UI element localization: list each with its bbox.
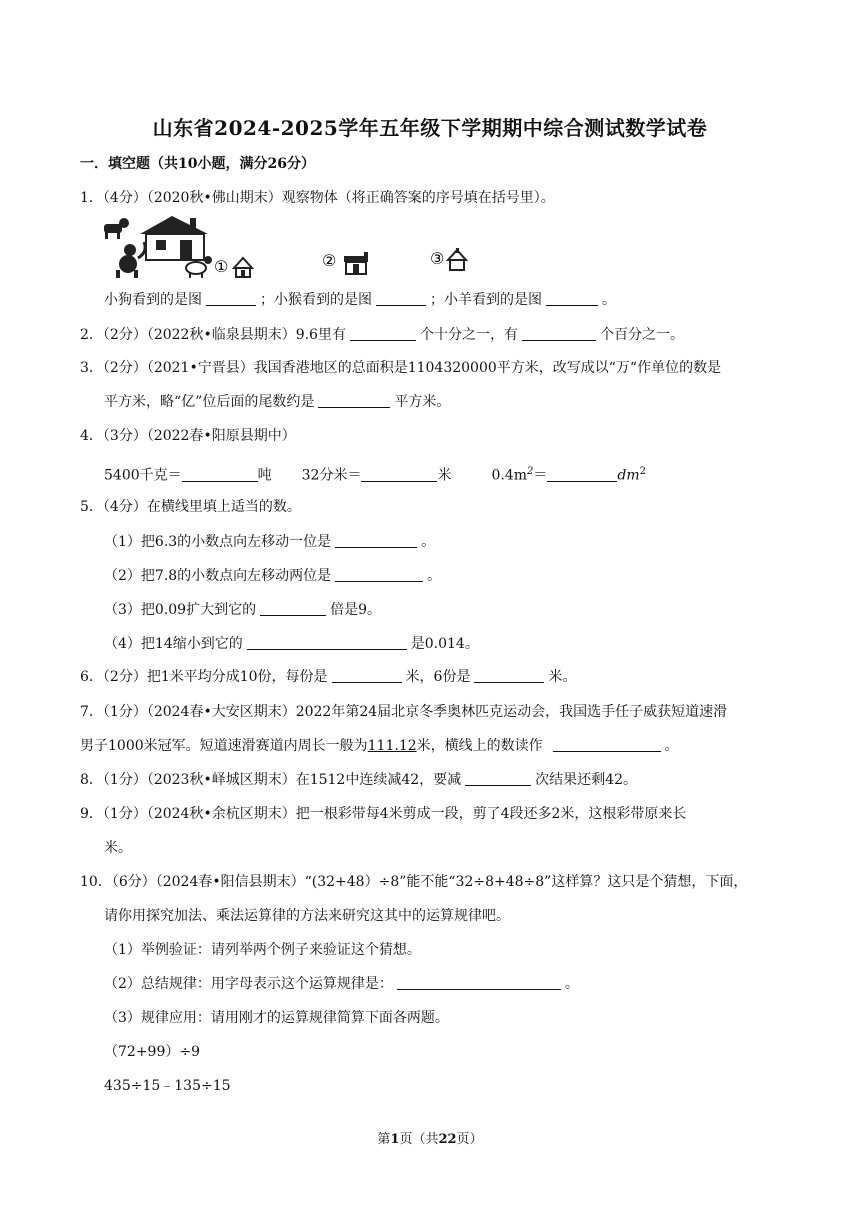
answer-1-end: 。 — [602, 292, 616, 308]
question-6 — [80, 667, 576, 687]
question-2-part-2: 个十分之一，有 — [419, 327, 518, 343]
question-5-sub-1 — [104, 532, 435, 552]
question-7-end: 。 — [664, 738, 679, 754]
answer-blank-q2-hundredths[interactable] — [522, 326, 596, 341]
answer-blank-q4-dm2[interactable] — [547, 467, 617, 482]
question-9-line-1: 9．（1分）（2024秋•余杭区期末）把一根彩带每4米剪成一段，剪了4段还多2米，这根彩带原来长 — [80, 806, 687, 822]
expression-2: 435÷15﹣135÷15 — [104, 1078, 231, 1094]
question-10-sub-2-text: （2）总结规律：用字母表示这个运算规律是： — [104, 976, 393, 992]
question-4-conversions — [104, 462, 646, 486]
conversion-3-unit: dm — [617, 467, 640, 484]
answer-blank-q3[interactable] — [318, 393, 390, 408]
section-heading: 一．填空题（共10小题，满分26分） — [80, 156, 315, 172]
answer-blank-q10-rule[interactable] — [397, 975, 561, 990]
sub-4-text: （4）把14缩小到它的 — [104, 636, 243, 652]
sub-3-text: （3）把0.09扩大到它的 — [104, 602, 257, 618]
conversion-3-unit-sup: 2 — [639, 466, 647, 477]
question-4-stem: 4．（3分）（2022春•阳原县期中） — [80, 428, 296, 444]
total-pages: 22 — [438, 1132, 457, 1147]
answer-blank-monkey[interactable] — [376, 291, 426, 306]
question-3-line-2 — [104, 392, 450, 412]
answer-blank-q6-six[interactable] — [474, 668, 544, 683]
question-5-sub-3 — [104, 600, 381, 620]
sub-2-end: 。 — [427, 568, 442, 584]
question-6-part-2: 米，6份是 — [405, 669, 471, 685]
answer-blank-q5-4[interactable] — [247, 635, 407, 650]
conversion-3-sup: 2 — [527, 466, 534, 477]
sub-1-text: （1）把6.3的小数点向左移动一位是 — [104, 534, 332, 550]
answer-blank-q5-2[interactable] — [335, 567, 423, 582]
answer-3-prefix: ；小羊看到的是图 — [430, 292, 542, 308]
footer-mid: 页（共 — [399, 1132, 439, 1147]
observation-figure — [100, 212, 480, 280]
page-title: 山东省2024-2025学年五年级下学期期中综合测试数学试卷 — [152, 116, 708, 140]
answer-blank-q8[interactable] — [465, 771, 531, 786]
conversion-3-left: 0.4m — [491, 467, 528, 484]
sub-3-end: 倍是9。 — [330, 602, 382, 618]
sub-1-end: 。 — [421, 534, 436, 550]
current-page: 1 — [390, 1132, 400, 1147]
question-10-sub-3: （3）规律应用：请用刚才的运算规律简算下面各两题。 — [104, 1010, 449, 1026]
question-8-part-2: 次结果还剩42。 — [535, 772, 637, 788]
footer-prefix: 第 — [377, 1132, 391, 1147]
question-8-part-1: 8．（1分）（2023秋•峄城区期末）在1512中连续减42，要减 — [80, 772, 462, 788]
answer-blank-q5-3[interactable] — [260, 601, 326, 616]
answer-blank-q5-1[interactable] — [335, 533, 417, 548]
house-illustration — [140, 216, 208, 260]
sub-2-text: （2）把7.8的小数点向左移动两位是 — [104, 568, 332, 584]
conversion-2-left: 32分米＝ — [301, 467, 362, 484]
conversion-1-left: 5400千克＝ — [104, 467, 182, 484]
question-5-sub-4 — [104, 634, 479, 654]
question-10-line-2: 请你用探究加法、乘法运算律的方法来研究这其中的运算规律吧。 — [104, 908, 510, 924]
question-1-stem: 1．（4分）（2020秋•佛山期末）观察物体（将正确答案的序号填在括号里）。 — [80, 190, 555, 206]
answer-blank-q4-tons[interactable] — [182, 467, 258, 482]
question-10-sub-2 — [104, 974, 579, 994]
sub-4-end: 是0.014。 — [410, 636, 479, 652]
answer-1-prefix: 小狗看到的是图 — [104, 292, 202, 308]
answer-blank-dog[interactable] — [206, 291, 256, 306]
question-3-line-1: 3．（2分）（2021•宁晋县）我国香港地区的总面积是1104320000平方米，改写成以“万“作单位的数是 — [80, 360, 722, 376]
figure-label-1: ① — [214, 257, 229, 276]
question-6-part-1: 6．（2分）把1米平均分成10份，每份是 — [80, 669, 328, 685]
question-2 — [80, 325, 684, 345]
question-7-part-b: 米，横线上的数读作 — [416, 738, 543, 754]
question-2-part-1: 2．（2分）（2022秋•临泉县期末）9.6里有 — [80, 327, 346, 343]
question-3-part-b: 平方米。 — [394, 394, 451, 410]
question-10-sub-2-end: 。 — [564, 976, 579, 992]
question-5-stem: 5．（4分）在横线里填上适当的数。 — [80, 499, 301, 515]
conversion-1-unit: 吨 — [257, 467, 272, 484]
question-1-answers — [104, 290, 616, 310]
answer-blank-q6-each[interactable] — [332, 668, 402, 683]
footer-suffix: 页） — [456, 1132, 483, 1147]
figure-label-2: ② — [322, 251, 337, 270]
conversion-3-eq: ＝ — [533, 467, 548, 484]
view-3-icon — [448, 248, 466, 270]
figure-label-3: ③ — [430, 249, 445, 268]
view-2-icon — [344, 252, 368, 274]
view-1-icon — [234, 258, 252, 277]
question-7-line-2 — [80, 736, 679, 756]
question-3-part-a: 平方米，略“亿”位后面的尾数约是 — [104, 394, 315, 410]
answer-blank-q2-tenths[interactable] — [350, 326, 416, 341]
answer-2-prefix: ；小猴看到的是图 — [260, 292, 372, 308]
question-8 — [80, 770, 637, 790]
question-2-part-3: 个百分之一。 — [599, 327, 684, 343]
page-footer — [0, 1128, 860, 1147]
question-7-part-a: 男子1000米冠军。短道速滑赛道内周长一般为 — [80, 738, 368, 754]
question-7-line-1: 7．（1分）（2024春•大安区期末）2022年第24届北京冬季奥林匹克运动会，我国选手任子威获短道速滑 — [80, 704, 728, 720]
monkey-illustration — [116, 242, 145, 278]
answer-blank-goat[interactable] — [546, 291, 598, 306]
question-5-sub-2 — [104, 566, 441, 586]
answer-blank-q7[interactable] — [553, 737, 661, 752]
question-10-sub-1: （1）举例验证：请列举两个例子来验证这个猜想。 — [104, 942, 421, 958]
conversion-2-unit: 米 — [437, 467, 452, 484]
question-10-line-1: 10．（6分）（2024春•阳信县期末）“(32+48）÷8”能不能“32÷8+48÷8”这样算？这只是个猜想，下面， — [80, 874, 748, 890]
underlined-number: 111.12 — [367, 738, 417, 754]
question-9-line-2: 米。 — [104, 840, 132, 856]
question-6-part-3: 米。 — [548, 669, 577, 685]
expression-1: （72+99）÷9 — [104, 1044, 200, 1060]
answer-blank-q4-meters[interactable] — [361, 467, 437, 482]
dog-illustration — [104, 218, 129, 239]
